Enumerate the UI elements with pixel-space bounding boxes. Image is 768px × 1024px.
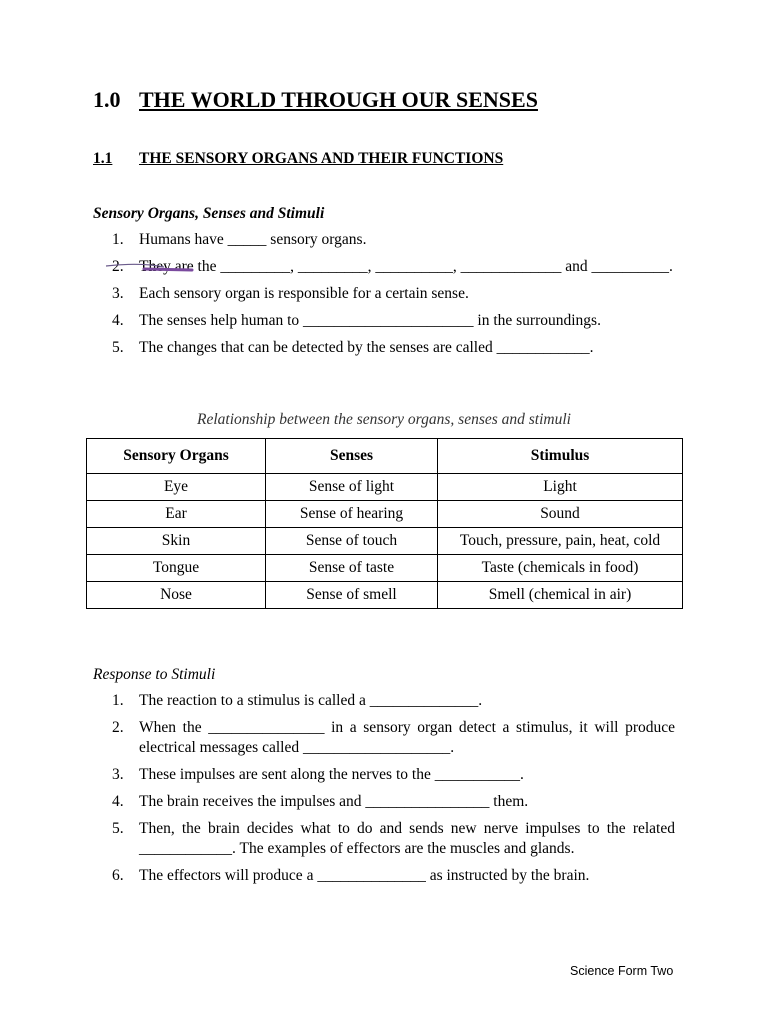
table-cell: Taste (chemicals in food) xyxy=(438,555,683,582)
table-cell: Skin xyxy=(87,528,266,555)
table-cell: Tongue xyxy=(87,555,266,582)
organs-question-list xyxy=(112,230,675,365)
table-cell: Light xyxy=(438,474,683,501)
table-cell: Sense of light xyxy=(266,474,438,501)
table-row xyxy=(87,555,683,582)
list-item: 5. Then, the brain decides what to do and sends new nerve impulses to the related ____________. The examples of effectors are the muscles and glands. xyxy=(112,820,675,857)
page-footer: Science Form Two xyxy=(570,964,674,978)
list-item: 2. They are the _________, _________, __________, _____________ and __________. xyxy=(112,258,673,275)
sense-table xyxy=(86,438,683,609)
list-item: 1. The reaction to a stimulus is called a ______________. xyxy=(112,692,483,709)
subchapter-title: THE SENSORY ORGANS AND THEIR FUNCTIONS xyxy=(139,150,504,167)
list-item: 6. The effectors will produce a ______________ as instructed by the brain. xyxy=(112,867,590,884)
response-question-list xyxy=(112,691,675,893)
table-row xyxy=(87,582,683,609)
table-cell: Ear xyxy=(87,501,266,528)
subchapter-number: 1.1 xyxy=(93,150,113,167)
chapter-number: 1.0 xyxy=(93,87,121,112)
chapter-title: THE WORLD THROUGH OUR SENSES xyxy=(139,87,538,112)
table-cell: Sense of smell xyxy=(266,582,438,609)
section-title-organs: Sensory Organs, Senses and Stimuli xyxy=(93,205,325,222)
list-item: 5. The changes that can be detected by the senses are called ____________. xyxy=(112,339,594,356)
pen-strike-mark xyxy=(104,258,194,278)
table-cell: Eye xyxy=(87,474,266,501)
list-item: 3. Each sensory organ is responsible for a certain sense. xyxy=(112,285,469,302)
table-cell: Sound xyxy=(438,501,683,528)
table-row xyxy=(87,474,683,501)
list-item: 1. Humans have _____ sensory organs. xyxy=(112,231,367,248)
column-header: Sensory Organs xyxy=(87,439,266,474)
table-cell: Smell (chemical in air) xyxy=(438,582,683,609)
table-row xyxy=(87,501,683,528)
list-item: 2. When the _______________ in a sensory organ detect a stimulus, it will produce electrical messages called ___________________. xyxy=(112,719,675,756)
table-cell: Nose xyxy=(87,582,266,609)
list-item: 3. These impulses are sent along the nerves to the ___________. xyxy=(112,766,524,783)
table-caption: Relationship between the sensory organs, senses and stimuli xyxy=(197,411,571,428)
table-cell: Touch, pressure, pain, heat, cold xyxy=(438,528,683,555)
table-row xyxy=(87,528,683,555)
chapter-heading xyxy=(93,87,538,113)
section-title-response: Response to Stimuli xyxy=(93,666,216,683)
column-header: Senses xyxy=(266,439,438,474)
table-cell: Sense of hearing xyxy=(266,501,438,528)
table-cell: Sense of taste xyxy=(266,555,438,582)
list-item: 4. The brain receives the impulses and ________________ them. xyxy=(112,793,529,810)
column-header: Stimulus xyxy=(438,439,683,474)
table-header-row xyxy=(87,439,683,474)
subchapter-heading xyxy=(93,150,503,168)
table-cell: Sense of touch xyxy=(266,528,438,555)
list-item: 4. The senses help human to ______________________ in the surroundings. xyxy=(112,312,601,329)
